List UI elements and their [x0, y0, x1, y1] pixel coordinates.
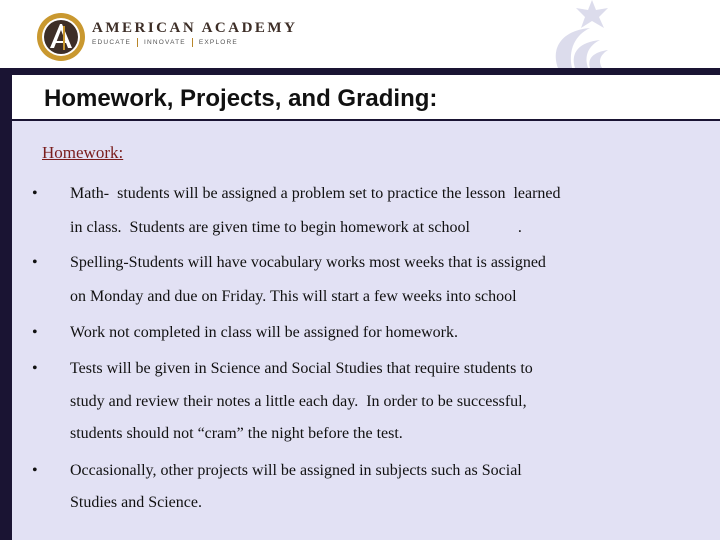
- bullet-line: Work not completed in class will be assigned for homework.: [70, 324, 458, 341]
- bullet-icon: •: [32, 324, 38, 341]
- bullet-line: Math- students will be assigned a problem set to practice the lesson learned: [70, 185, 561, 202]
- title-bar: [12, 75, 720, 119]
- bullet-line: study and review their notes a little each day. In order to be successful,: [70, 393, 527, 410]
- american-academy-logo: [36, 12, 86, 62]
- bullet-line: Spelling-Students will have vocabulary works most weeks that is assigned: [70, 254, 546, 271]
- tagline-explore: EXPLORE: [198, 39, 238, 46]
- header-band: [0, 0, 720, 68]
- tagline-separator: [137, 38, 138, 47]
- bullet-line: in class. Students are given time to begin homework at school .: [70, 219, 522, 236]
- brand-tagline: [92, 39, 297, 47]
- brand-name: AMERICAN ACADEMY: [92, 20, 298, 36]
- decorative-star-swoosh-icon: [520, 0, 720, 68]
- tagline-innovate: INNOVATE: [143, 39, 186, 46]
- bullet-icon: •: [32, 254, 38, 271]
- section-heading-homework: Homework:: [42, 143, 124, 162]
- bullet-icon: •: [32, 185, 38, 202]
- bullet-line: students should not “cram” the night before the test.: [70, 425, 403, 442]
- tagline-separator: [192, 38, 193, 47]
- bullet-icon: •: [32, 462, 38, 479]
- tagline-educate: EDUCATE: [92, 39, 131, 46]
- bullet-line: Tests will be given in Science and Social Studies that require students to: [70, 360, 533, 377]
- brand: [92, 20, 297, 47]
- bullet-line: on Monday and due on Friday. This will start a few weeks into school: [70, 288, 517, 305]
- bullet-line: Studies and Science.: [70, 494, 202, 511]
- bullet-icon: •: [32, 360, 38, 377]
- bullet-line: Occasionally, other projects will be assigned in subjects such as Social: [70, 462, 522, 479]
- slide-title: Homework, Projects, and Grading:: [44, 85, 438, 112]
- slide-content: [12, 121, 720, 540]
